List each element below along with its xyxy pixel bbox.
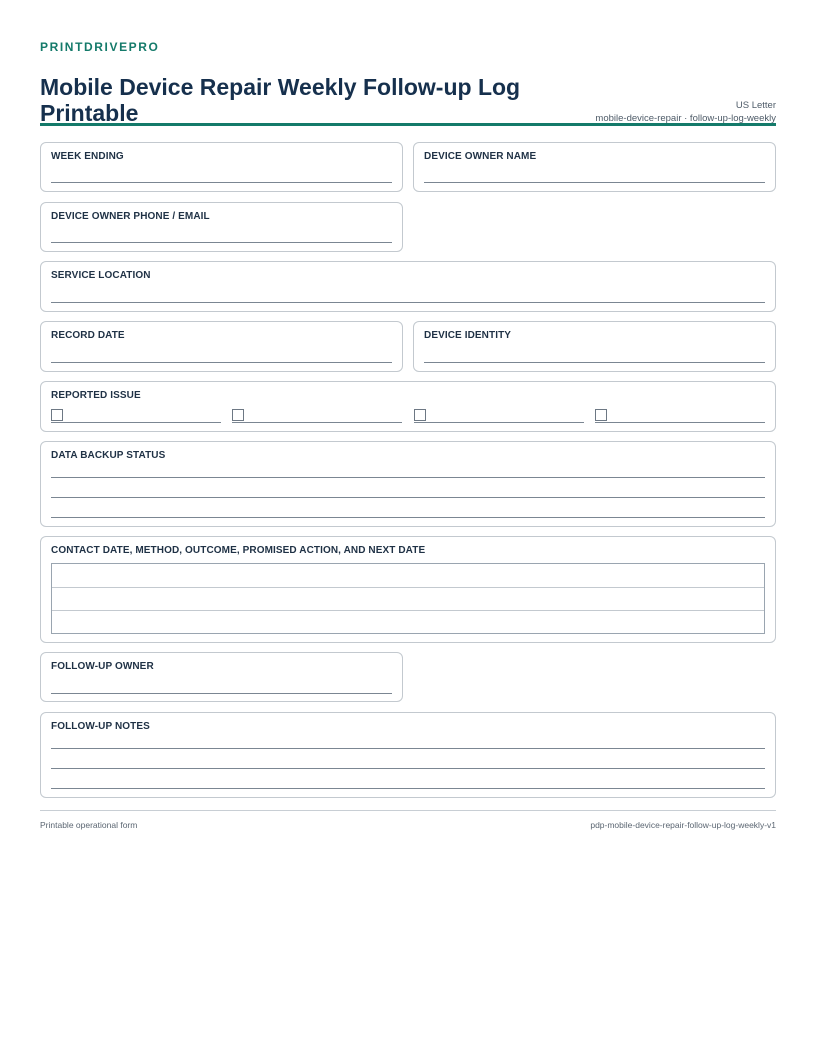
form-footer bbox=[40, 810, 776, 834]
form-title: Mobile Device Repair Weekly Follow-up Log Printable bbox=[40, 74, 521, 126]
contact-log-label: CONTACT DATE, METHOD, OUTCOME, PROMISED ACTION, AND NEXT DATE bbox=[51, 545, 426, 556]
reported-issue-line-3[interactable] bbox=[414, 422, 584, 423]
service-location-input-line[interactable] bbox=[51, 302, 765, 303]
record-date-input-line[interactable] bbox=[51, 362, 392, 363]
form-page bbox=[40, 40, 776, 126]
reported-issue-checkbox-2[interactable] bbox=[232, 409, 244, 421]
data-backup-status-field bbox=[40, 441, 776, 527]
data-backup-status-line-2[interactable] bbox=[51, 497, 765, 498]
device-identity-input-line[interactable] bbox=[424, 362, 765, 363]
reported-issue-checkbox-3[interactable] bbox=[414, 409, 426, 421]
week-ending-label: WEEK ENDING bbox=[51, 151, 124, 162]
reported-issue-line-4[interactable] bbox=[595, 422, 765, 423]
week-ending-field bbox=[40, 142, 403, 192]
reported-issue-line-2[interactable] bbox=[232, 422, 402, 423]
footer-right-text: pdp-mobile-device-repair-follow-up-log-weekly-v1 bbox=[590, 820, 776, 830]
form-meta bbox=[595, 99, 776, 125]
paper-size: US Letter bbox=[735, 100, 776, 111]
record-date-label: RECORD DATE bbox=[51, 330, 125, 341]
brand-name: PRINTDRIVEPRO bbox=[40, 40, 160, 54]
form-header bbox=[40, 54, 776, 126]
device-owner-contact-label: DEVICE OWNER PHONE / EMAIL bbox=[51, 211, 210, 222]
follow-up-notes-line-1[interactable] bbox=[51, 748, 765, 749]
follow-up-notes-line-3[interactable] bbox=[51, 788, 765, 789]
data-backup-status-line-3[interactable] bbox=[51, 517, 765, 518]
device-owner-name-input-line[interactable] bbox=[424, 182, 765, 183]
week-ending-input-line[interactable] bbox=[51, 182, 392, 183]
device-identity-field bbox=[413, 321, 776, 372]
record-date-field bbox=[40, 321, 403, 372]
contact-log-field bbox=[40, 536, 776, 643]
follow-up-notes-label: FOLLOW-UP NOTES bbox=[51, 721, 150, 732]
reported-issue-line-1[interactable] bbox=[51, 422, 221, 423]
reported-issue-field bbox=[40, 381, 776, 432]
device-owner-name-field bbox=[413, 142, 776, 192]
footer-left-text: Printable operational form bbox=[40, 820, 138, 830]
contact-log-table bbox=[51, 563, 765, 634]
follow-up-owner-field bbox=[40, 652, 403, 702]
contact-log-row-divider-2 bbox=[52, 610, 764, 611]
form-slug: mobile-device-repair · follow-up-log-weekly bbox=[595, 113, 776, 124]
data-backup-status-label: DATA BACKUP STATUS bbox=[51, 450, 166, 461]
follow-up-owner-input-line[interactable] bbox=[51, 693, 392, 694]
service-location-label: SERVICE LOCATION bbox=[51, 270, 151, 281]
reported-issue-checkbox-4[interactable] bbox=[595, 409, 607, 421]
contact-log-row-divider-1 bbox=[52, 587, 764, 588]
data-backup-status-line-1[interactable] bbox=[51, 477, 765, 478]
device-owner-name-label: DEVICE OWNER NAME bbox=[424, 151, 537, 162]
follow-up-notes-line-2[interactable] bbox=[51, 768, 765, 769]
reported-issue-label: REPORTED ISSUE bbox=[51, 390, 141, 401]
device-identity-label: DEVICE IDENTITY bbox=[424, 330, 512, 341]
reported-issue-checkbox-1[interactable] bbox=[51, 409, 63, 421]
device-owner-contact-field bbox=[40, 202, 403, 252]
device-owner-contact-input-line[interactable] bbox=[51, 242, 392, 243]
follow-up-owner-label: FOLLOW-UP OWNER bbox=[51, 661, 154, 672]
follow-up-notes-field bbox=[40, 712, 776, 798]
service-location-field bbox=[40, 261, 776, 312]
